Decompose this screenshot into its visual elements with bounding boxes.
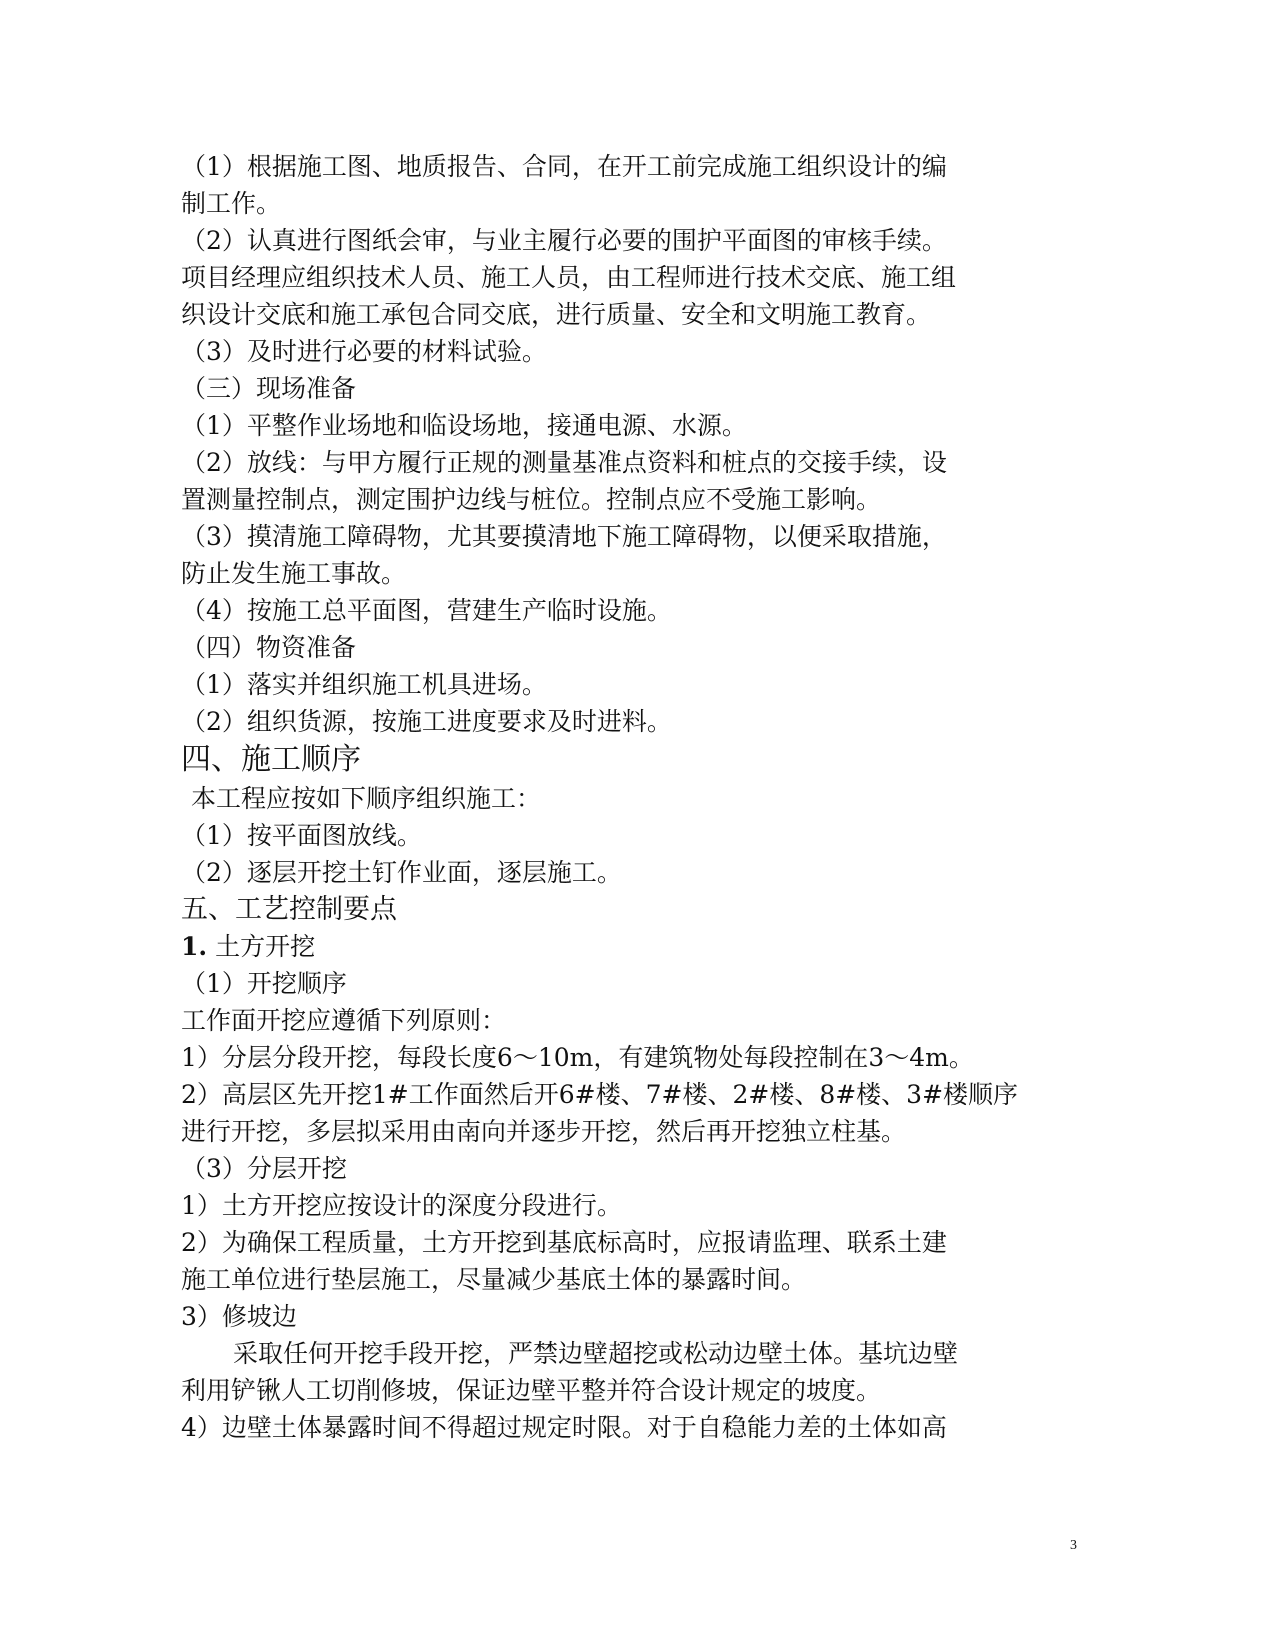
text-line: （2）放线：与甲方履行正规的测量基准点资料和桩点的交接手续，设 <box>181 448 947 477</box>
heading-number: 1. <box>181 932 208 961</box>
text-line: （1）开挖顺序 <box>181 969 347 998</box>
subsection-heading: （三）现场准备 <box>181 374 357 403</box>
text-line: 4）边壁土体暴露时间不得超过规定时限。对于自稳能力差的土体如高 <box>181 1413 947 1442</box>
text-line: 采取任何开挖手段开挖，严禁边壁超挖或松动边壁土体。基坑边壁 <box>233 1339 959 1368</box>
text-line: 施工单位进行垫层施工，尽量减少基底土体的暴露时间。 <box>181 1265 807 1294</box>
text-line: （4）按施工总平面图，营建生产临时设施。 <box>181 596 672 625</box>
text-line: 织设计交底和施工承包合同交底，进行质量、安全和文明施工教育。 <box>181 300 932 329</box>
text-line: （1）按平面图放线。 <box>181 821 422 850</box>
section-heading: 五、工艺控制要点 <box>181 894 397 925</box>
text-line: （3）分层开挖 <box>181 1154 347 1183</box>
text-line: （2）组织货源，按施工进度要求及时进料。 <box>181 707 672 736</box>
text-line: 项目经理应组织技术人员、施工人员，由工程师进行技术交底、施工组 <box>181 263 957 292</box>
text-line: 利用铲锹人工切削修坡，保证边壁平整并符合设计规定的坡度。 <box>181 1376 882 1405</box>
subsection-heading: （四）物资准备 <box>181 633 357 662</box>
text-line: 1）分层分段开挖，每段长度6～10m，有建筑物处每段控制在3～4m。 <box>181 1043 974 1072</box>
text-line: （1）平整作业场地和临设场地，接通电源、水源。 <box>181 411 747 440</box>
text-line: 2）为确保工程质量，土方开挖到基底标高时，应报请监理、联系土建 <box>181 1228 947 1257</box>
page-number: 3 <box>1070 1538 1077 1553</box>
text-line: （1）根据施工图、地质报告、合同，在开工前完成施工组织设计的编 <box>181 152 947 181</box>
text-line: 3）修坡边 <box>181 1302 297 1331</box>
text-line: 防止发生施工事故。 <box>181 559 407 588</box>
section-heading: 四、施工顺序 <box>181 742 361 777</box>
heading-text: 土方开挖 <box>215 932 316 961</box>
text-line: （3）及时进行必要的材料试验。 <box>181 337 547 366</box>
numbered-heading <box>181 928 1081 965</box>
text-line: （2）认真进行图纸会审，与业主履行必要的围护平面图的审核手续。 <box>181 226 947 255</box>
text-line: （1）落实并组织施工机具进场。 <box>181 670 547 699</box>
text-line: 进行开挖，多层拟采用由南向并逐步开挖，然后再开挖独立柱基。 <box>181 1117 907 1146</box>
text-line: 2）高层区先开挖1#工作面然后开6#楼、7#楼、2#楼、8#楼、3#楼顺序 <box>181 1080 1019 1109</box>
text-line: 本工程应按如下顺序组织施工： <box>191 784 542 813</box>
text-line: （3）摸清施工障碍物，尤其要摸清地下施工障碍物，以便采取措施， <box>181 522 947 551</box>
text-line: 置测量控制点，测定围护边线与桩位。控制点应不受施工影响。 <box>181 485 882 514</box>
text-line: 制工作。 <box>181 189 282 218</box>
document-body <box>181 148 1081 1446</box>
text-line: 1）土方开挖应按设计的深度分段进行。 <box>181 1191 622 1220</box>
text-line: 工作面开挖应遵循下列原则： <box>181 1006 507 1035</box>
text-line: （2）逐层开挖土钉作业面，逐层施工。 <box>181 858 622 887</box>
